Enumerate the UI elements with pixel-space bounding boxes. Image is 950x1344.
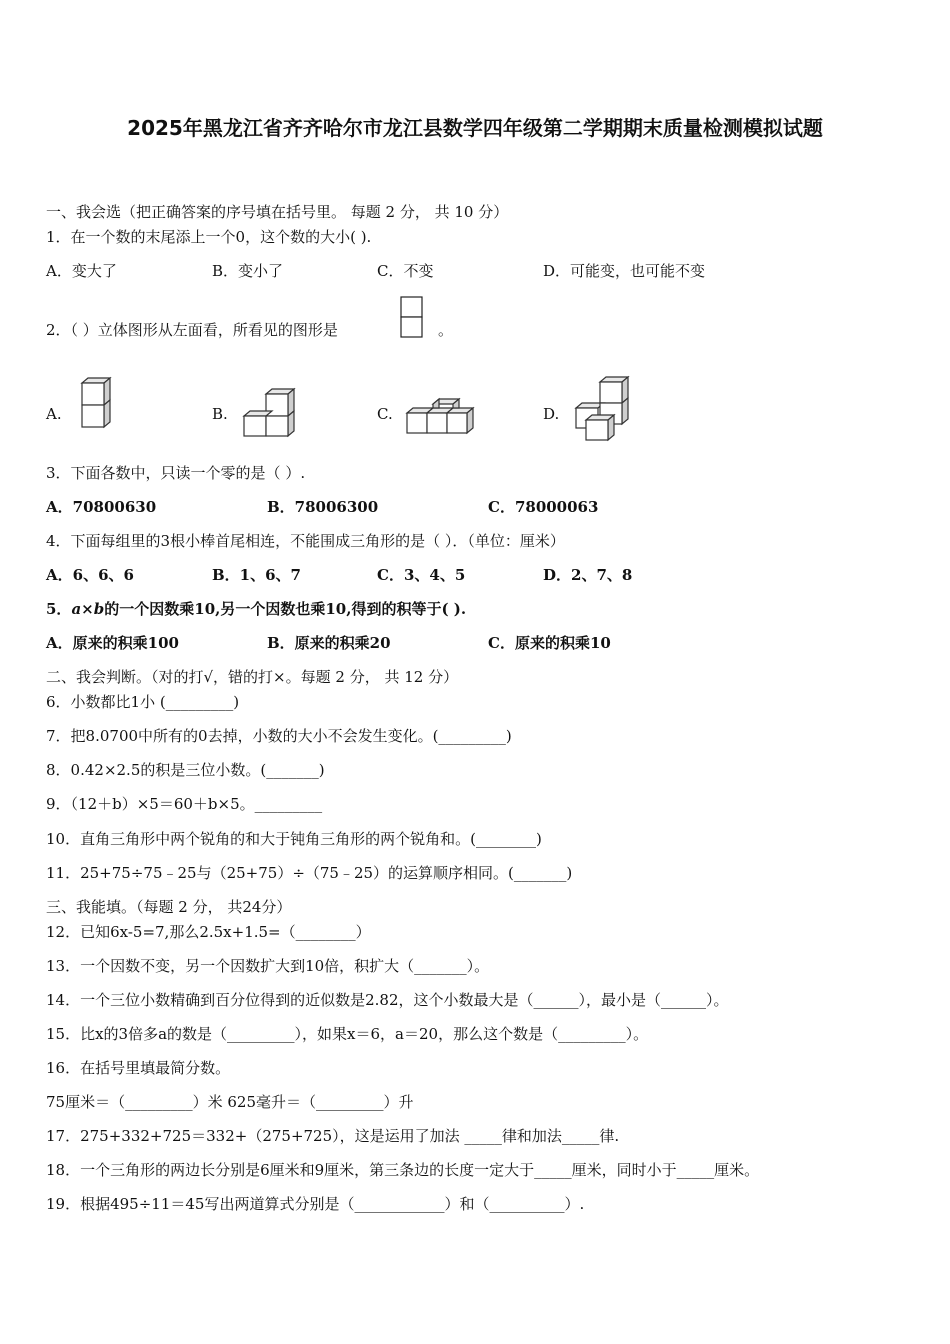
question-15: 15．比x的3倍多a的数是（_________），如果x＝6，a＝20，那么这个数是（_________）。 xyxy=(46,1025,649,1043)
question-2 xyxy=(46,320,338,340)
left-view-figure xyxy=(400,296,424,340)
q2-stem: 2．（ ）立体图形从左面看，所看见的图形是 xyxy=(46,321,338,339)
cube-figure-c xyxy=(403,396,481,438)
question-17: 17．275+332+725＝332+（275+725），这是运用了加法 _____律和加法_____律. xyxy=(46,1127,620,1145)
question-14: 14．一个三位小数精确到百分位得到的近似数是2.82，这个小数最大是（______），最小是（______）。 xyxy=(46,991,729,1009)
q1-option-a: A．变大了 xyxy=(46,262,117,280)
section-1-heading: 一、我会选（把正确答案的序号填在括号里。 每题 2 分， 共 10 分） xyxy=(46,203,509,221)
question-8: 8．0.42×2.5的积是三位小数。(_______) xyxy=(46,761,325,779)
q4-option-b: B．1、6、7 xyxy=(212,566,301,584)
q5-option-a: A．原来的积乘100 xyxy=(46,634,179,652)
question-16-blanks: 75厘米＝（_________）米 625毫升＝（_________）升 xyxy=(46,1093,414,1111)
q1-option-b: B．变小了 xyxy=(212,262,284,280)
question-13: 13．一个因数不变，另一个因数扩大到10倍，积扩大（_______）。 xyxy=(46,957,490,975)
question-11: 11．25+75÷75﹣25与（25+75）÷（75﹣25）的运算顺序相同。(_______) xyxy=(46,864,573,882)
cube-figure-a xyxy=(74,376,116,436)
cube-a-top xyxy=(82,378,110,405)
q5-var-b: b xyxy=(93,600,105,618)
cube-d-top xyxy=(600,377,628,403)
exam-title: 2025年黑龙江省齐齐哈尔市龙江县数学四年级第二学期期末质量检测模拟试题 xyxy=(127,116,823,140)
q5-times: × xyxy=(81,600,94,618)
question-16: 16．在括号里填最简分数。 xyxy=(46,1059,231,1077)
q2-option-b: B. xyxy=(212,405,228,423)
q3-option-c: C．78000063 xyxy=(488,498,599,516)
q5-option-b: B．原来的积乘20 xyxy=(267,634,391,652)
q4-option-d: D．2、7、8 xyxy=(543,566,633,584)
q2-stem-end: 。 xyxy=(438,321,454,339)
question-18: 18．一个三角形的两边长分别是6厘米和9厘米，第三条边的长度一定大于_____厘米，同时小于_____厘米。 xyxy=(46,1161,760,1179)
q5-option-c: C．原来的积乘10 xyxy=(488,634,611,652)
section-2-heading: 二、我会判断。（对的打√，错的打×。每题 2 分， 共 12 分） xyxy=(46,668,459,686)
left-view-bottom-square xyxy=(401,317,422,337)
q5-stem-rest: 的一个因数乘10,另一个因数也乘10,得到的积等于( ). xyxy=(104,600,467,618)
cube-figure-b xyxy=(240,386,300,438)
q1-option-c: C．不变 xyxy=(377,262,434,280)
question-9: 9．（12＋b）×5＝60＋b×5。_________ xyxy=(46,795,323,813)
q4-option-a: A．6、6、6 xyxy=(46,566,134,584)
q2-option-a: A. xyxy=(46,405,62,423)
question-19: 19．根据495÷11＝45写出两道算式分别是（____________）和（__________）. xyxy=(46,1195,585,1213)
q1-option-d: D．可能变，也可能不变 xyxy=(543,262,706,280)
question-3: 3．下面各数中，只读一个零的是（ ）. xyxy=(46,464,306,482)
q2-option-d: D. xyxy=(543,405,560,423)
q5-number: 5． xyxy=(46,600,72,618)
q3-option-a: A．70800630 xyxy=(46,498,157,516)
section-3-heading: 三、我能填。（每题 2 分， 共24分） xyxy=(46,898,292,916)
q5-var-a: a xyxy=(71,600,82,618)
left-view-top-square xyxy=(401,297,422,317)
question-10: 10．直角三角形中两个锐角的和大于钝角三角形的两个锐角和。(________) xyxy=(46,830,542,848)
question-7: 7．把8.0700中所有的0去掉，小数的大小不会发生变化。(_________) xyxy=(46,727,512,745)
q2-option-c: C. xyxy=(377,405,393,423)
question-12: 12．已知6x-5=7,那么2.5x+1.5=（________） xyxy=(46,923,371,941)
q4-option-c: C．3、4、5 xyxy=(377,566,466,584)
question-1: 1．在一个数的末尾添上一个0，这个数的大小( ). xyxy=(46,228,372,246)
q3-option-b: B．78006300 xyxy=(267,498,379,516)
question-5 xyxy=(46,599,466,619)
cube-d-front xyxy=(586,415,614,440)
question-4: 4．下面每组里的3根小棒首尾相连，不能围成三角形的是（ ）．（单位：厘米） xyxy=(46,532,565,550)
cube-figure-d xyxy=(568,374,634,442)
question-6: 6．小数都比1小 (_________) xyxy=(46,693,240,711)
